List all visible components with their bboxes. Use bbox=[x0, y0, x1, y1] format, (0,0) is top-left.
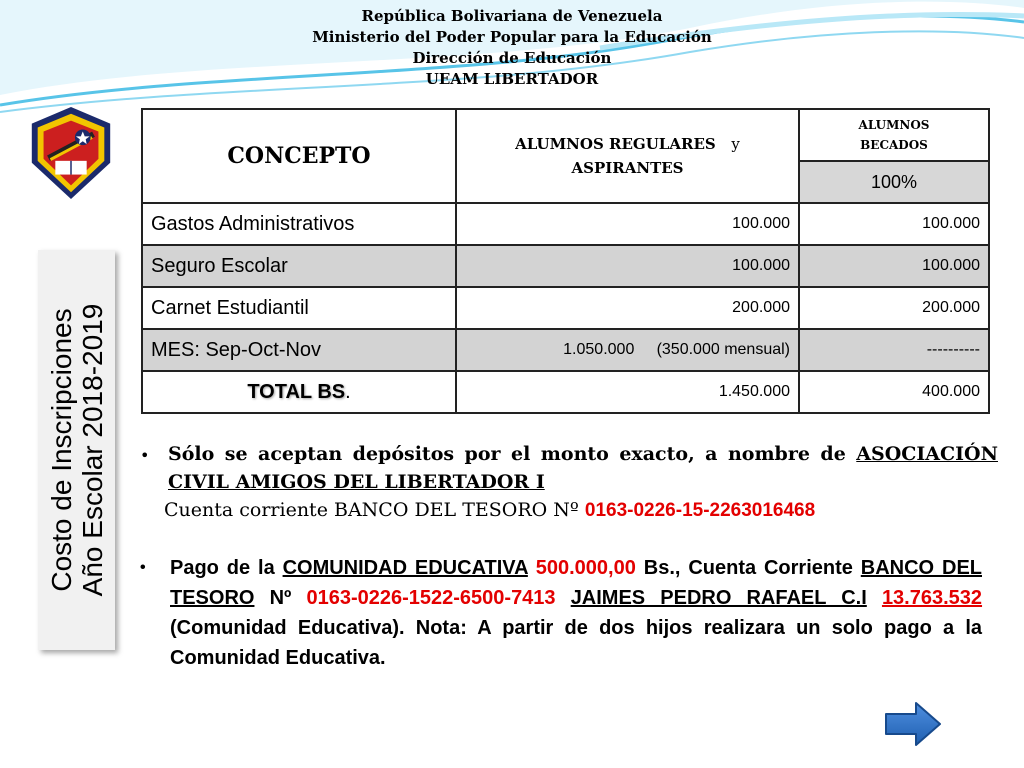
total-label-suffix: . bbox=[345, 380, 351, 403]
next-arrow-icon[interactable] bbox=[882, 700, 944, 748]
deposit-account-line bbox=[164, 496, 998, 525]
concept-cell: Carnet Estudiantil bbox=[142, 287, 456, 329]
header-regulares-label: ALUMNOS REGULARES bbox=[515, 135, 716, 153]
header-republic: República Bolivariana de Venezuela bbox=[361, 7, 663, 25]
community-account-holder: JAIMES PEDRO RAFAEL C.I bbox=[570, 587, 867, 609]
header-direction: Dirección de Educación bbox=[412, 49, 612, 67]
deposit-account-label: Cuenta corriente BANCO DEL TESORO Nº bbox=[164, 499, 579, 521]
table-header-row bbox=[142, 109, 989, 161]
costs-table bbox=[141, 108, 990, 414]
table-row bbox=[142, 245, 989, 287]
header-ministry: Ministerio del Poder Popular para la Educación bbox=[312, 28, 712, 46]
community-name: COMUNIDAD EDUCATIVA bbox=[282, 557, 528, 579]
deposit-note bbox=[140, 440, 998, 525]
concept-cell: Seguro Escolar bbox=[142, 245, 456, 287]
deposit-account-number: 0163-0226-15-2263016468 bbox=[584, 500, 816, 521]
side-title-line2: Año Escolar 2018-2019 bbox=[76, 303, 108, 597]
regular-amount: 100.000 bbox=[456, 203, 799, 245]
concept-cell: MES: Sep-Oct-Nov bbox=[142, 329, 456, 371]
community-note-text: Pago de la bbox=[170, 557, 275, 579]
concept-cell: Gastos Administrativos bbox=[142, 203, 456, 245]
total-label-cell bbox=[142, 371, 456, 413]
bullet-icon: • bbox=[140, 446, 150, 465]
regular-amount: 100.000 bbox=[456, 245, 799, 287]
becados-amount: 200.000 bbox=[799, 287, 989, 329]
monthly-note: (350.000 mensual) bbox=[656, 341, 790, 358]
community-bank: BANCO DEL TESORO bbox=[170, 557, 982, 609]
table-total-row bbox=[142, 371, 989, 413]
community-note-text-2: Bs., Cuenta Corriente bbox=[643, 557, 853, 579]
total-regular: 1.450.000 bbox=[456, 371, 799, 413]
community-note-body bbox=[170, 553, 982, 673]
community-note-text-3: (Comunidad Educativa). Nota: A partir de dos hijos realizara un solo pago a la Comunidad Educativa. bbox=[170, 617, 982, 669]
becados-amount: ---------- bbox=[799, 329, 989, 371]
side-title bbox=[46, 304, 108, 597]
becados-amount: 100.000 bbox=[799, 203, 989, 245]
header-school: UEAM LIBERTADOR bbox=[425, 70, 599, 88]
regular-amount: 200.000 bbox=[456, 287, 799, 329]
side-title-panel bbox=[38, 250, 115, 650]
deposit-note-text: Sólo se aceptan depósitos por el monto exacto, a nombre de bbox=[168, 443, 846, 465]
regular-amount-cell bbox=[456, 329, 799, 371]
header-concepto-label: CONCEPTO bbox=[227, 143, 371, 169]
table-row bbox=[142, 203, 989, 245]
becados-amount: 100.000 bbox=[799, 245, 989, 287]
header-concepto bbox=[142, 109, 456, 203]
total-becados: 400.000 bbox=[799, 371, 989, 413]
community-amount: 500.000,00 bbox=[535, 557, 636, 579]
table-row bbox=[142, 287, 989, 329]
header-becados-line1: ALUMNOS bbox=[858, 118, 930, 132]
institution-header bbox=[0, 6, 1024, 90]
community-account-symbol: Nº bbox=[269, 587, 292, 609]
side-title-line1: Costo de Inscripciones bbox=[45, 308, 77, 592]
deposit-note-body bbox=[168, 440, 998, 496]
total-label: TOTAL BS bbox=[247, 380, 346, 403]
header-becados bbox=[799, 109, 989, 161]
header-aspirantes-label: ASPIRANTES bbox=[571, 159, 684, 177]
deposit-organization: ASOCIACIÓN CIVIL AMIGOS DEL LIBERTADOR I bbox=[168, 443, 998, 493]
header-becados-line2: BECADOS bbox=[860, 138, 928, 152]
regular-amount: 1.050.000 bbox=[563, 341, 635, 358]
header-becados-percent: 100% bbox=[799, 161, 989, 203]
table-row bbox=[142, 329, 989, 371]
header-regulares bbox=[456, 109, 799, 203]
school-emblem-icon bbox=[22, 104, 120, 202]
header-regulares-y: y bbox=[731, 135, 740, 153]
community-payment-note bbox=[140, 553, 982, 673]
community-holder-ci: 13.763.532 bbox=[881, 587, 983, 609]
community-account-number: 0163-0226-1522-6500-7413 bbox=[306, 587, 556, 609]
bullet-icon: • bbox=[140, 559, 146, 576]
